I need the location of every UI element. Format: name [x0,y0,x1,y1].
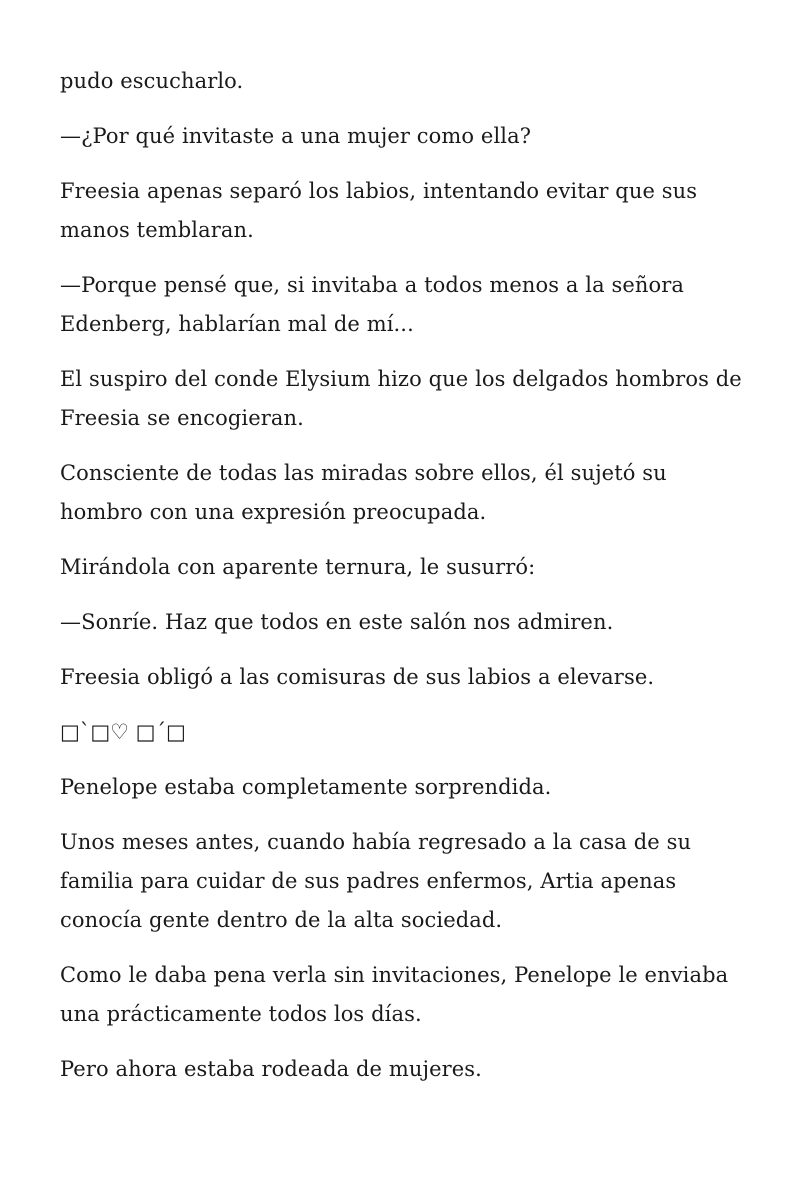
paragraph-13: Pero ahora estaba rodeada de mujeres. [60,1057,482,1081]
paragraph-11: Unos meses antes, cuando había regresado a la casa de su familia para cuidar de sus padres enfermos, Artia apenas conocía gente dentro de la alta sociedad. [60,830,692,932]
paragraph-6: Consciente de todas las miradas sobre ellos, él sujetó su hombro con una expresión preocupada. [60,461,667,524]
paragraph-8: —Sonríe. Haz que todos en este salón nos admiren. [60,610,614,634]
paragraph-3: Freesia apenas separó los labios, intentando evitar que sus manos temblaran. [60,179,698,242]
scene-separator: □`□♡ □´□ [60,720,186,744]
paragraph-9: Freesia obligó a las comisuras de sus labios a elevarse. [60,665,655,689]
paragraph-4: —Porque pensé que, si invitaba a todos menos a la señora Edenberg, hablarían mal de mí... [60,273,685,336]
paragraph-12: Como le daba pena verla sin invitaciones, Penelope le enviaba una prácticamente todos los días. [60,963,729,1026]
paragraph-5: El suspiro del conde Elysium hizo que los delgados hombros de Freesia se encogieran. [60,367,742,430]
paragraph-1: pudo escucharlo. [60,69,244,93]
reading-page [60,62,750,1105]
paragraph-10: Penelope estaba completamente sorprendida. [60,775,552,799]
paragraph-7: Mirándola con aparente ternura, le susurró: [60,555,536,579]
paragraph-2: —¿Por qué invitaste a una mujer como ella? [60,124,532,148]
